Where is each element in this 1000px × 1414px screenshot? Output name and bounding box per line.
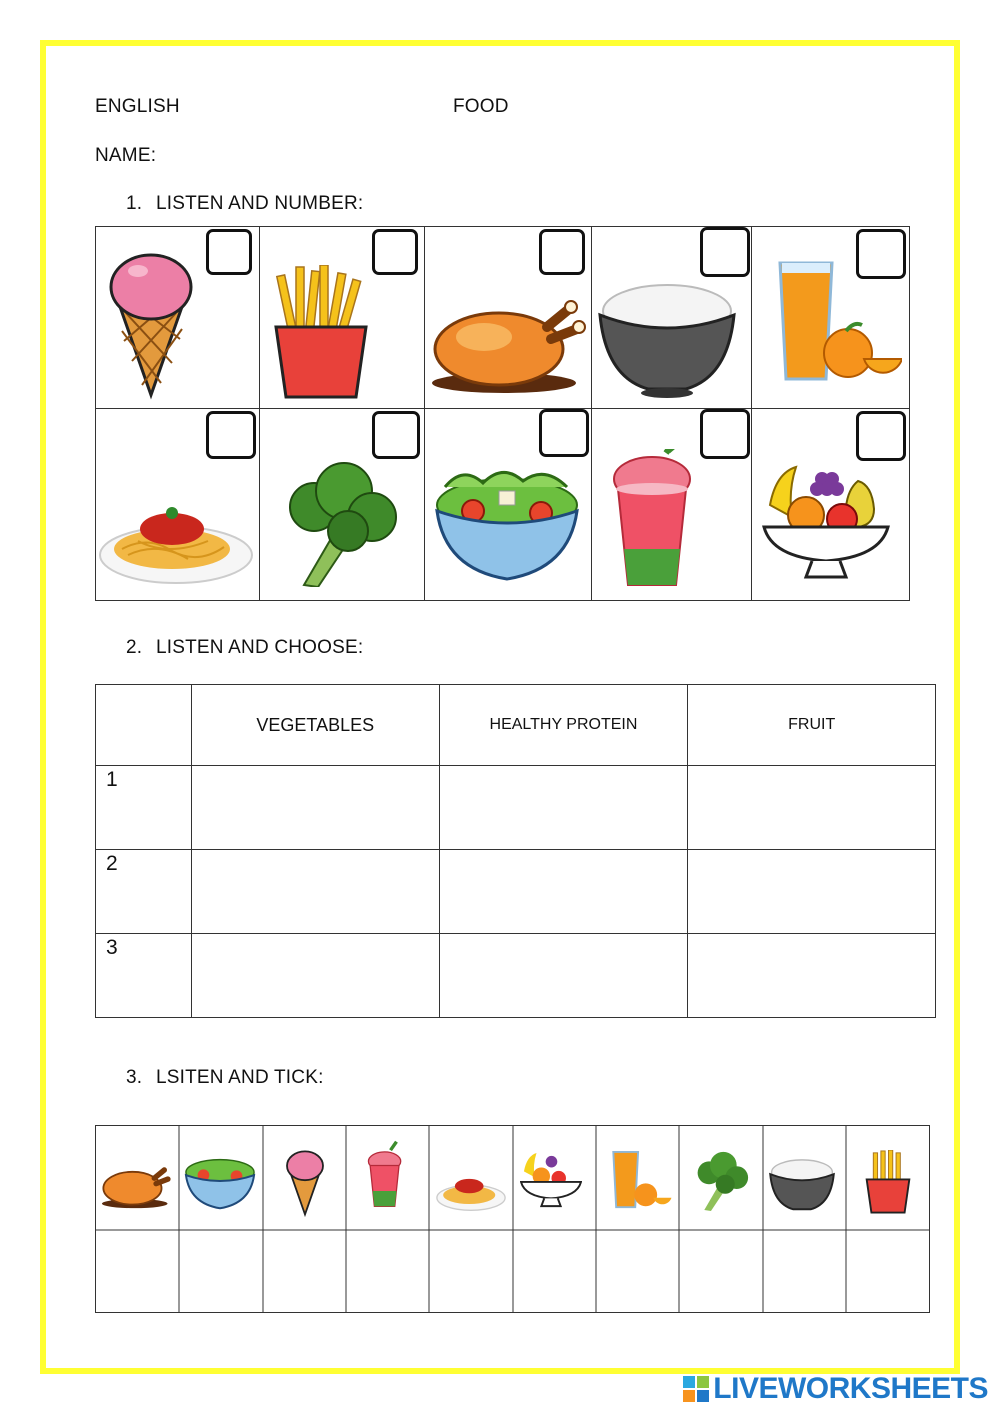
number-box[interactable] <box>206 229 252 275</box>
answer-cell[interactable] <box>439 766 688 850</box>
food-cell-french-fries <box>260 227 425 409</box>
topic-label: FOOD <box>453 96 509 117</box>
roast-chicken-icon <box>98 1160 176 1210</box>
number-box[interactable] <box>700 227 750 277</box>
section1-number: 1. <box>126 193 143 214</box>
number-box[interactable] <box>856 229 906 279</box>
section3-number: 3. <box>126 1067 143 1088</box>
rice-bowl-icon <box>596 281 738 399</box>
number-box[interactable] <box>700 409 750 459</box>
fruit-bowl-icon <box>762 465 890 585</box>
liveworksheets-logo-text: LIVEWORKSHEETS <box>713 1372 988 1405</box>
tick-cell[interactable] <box>430 1231 513 1311</box>
french-fries-icon <box>860 1150 916 1214</box>
subject-label: ENGLISH <box>95 96 180 117</box>
listen-tick-grid <box>95 1125 930 1313</box>
food-cell-ice-cream <box>96 227 260 409</box>
rice-bowl-icon <box>768 1158 836 1214</box>
broccoli-icon <box>274 457 400 587</box>
tick-cell[interactable] <box>847 1231 929 1311</box>
number-box[interactable] <box>206 411 256 459</box>
broccoli-icon <box>690 1148 750 1212</box>
answer-cell[interactable] <box>439 934 688 1018</box>
roast-chicken-icon <box>429 287 589 397</box>
spaghetti-icon <box>98 493 254 587</box>
food-cell-fruit-bowl <box>752 409 909 600</box>
smoothie-icon <box>364 1140 406 1208</box>
answer-cell[interactable] <box>688 934 936 1018</box>
tick-cell[interactable] <box>264 1231 346 1311</box>
table-row <box>96 934 936 1018</box>
liveworksheets-logo-icon <box>682 1375 710 1403</box>
tick-cell[interactable] <box>96 1231 179 1311</box>
liveworksheets-logo[interactable] <box>682 1372 988 1406</box>
french-fries-icon <box>266 265 376 400</box>
tick-cell[interactable] <box>680 1231 763 1311</box>
ice-cream-icon <box>106 243 196 403</box>
header-cell-healthy-protein: HEALTHY PROTEIN <box>439 685 688 766</box>
listen-number-grid <box>95 226 910 601</box>
table-header-row <box>96 685 936 766</box>
orange-juice-icon <box>608 1150 672 1212</box>
header-cell-empty <box>96 685 192 766</box>
row-number: 2 <box>96 850 192 934</box>
food-cell-rice-bowl <box>592 227 752 409</box>
ice-cream-icon <box>282 1146 328 1218</box>
fruit-bowl-icon <box>520 1152 582 1210</box>
listen-choose-table <box>95 684 936 1018</box>
food-cell-smoothie <box>592 409 752 600</box>
smoothie-icon <box>608 449 698 589</box>
number-box[interactable] <box>539 409 589 457</box>
section2-number: 2. <box>126 637 143 658</box>
row-number: 1 <box>96 766 192 850</box>
answer-cell[interactable] <box>191 766 439 850</box>
header-cell-fruit: FRUIT <box>688 685 936 766</box>
table-row <box>96 850 936 934</box>
salad-icon <box>433 465 581 585</box>
number-box[interactable] <box>856 411 906 461</box>
food-cell-roast-chicken <box>425 227 592 409</box>
tick-cell[interactable] <box>347 1231 429 1311</box>
answer-cell[interactable] <box>688 766 936 850</box>
header-cell-vegetables: VEGETABLES <box>191 685 439 766</box>
food-cell-orange-juice <box>752 227 909 409</box>
section1-title: LISTEN AND NUMBER: <box>156 193 364 214</box>
tick-cell[interactable] <box>764 1231 846 1311</box>
row-number: 3 <box>96 934 192 1018</box>
food-cell-salad <box>425 409 592 600</box>
section2-title: LISTEN AND CHOOSE: <box>156 637 364 658</box>
tick-cell[interactable] <box>597 1231 679 1311</box>
tick-cell[interactable] <box>514 1231 596 1311</box>
number-box[interactable] <box>539 229 585 275</box>
answer-cell[interactable] <box>688 850 936 934</box>
salad-icon <box>184 1152 256 1212</box>
tick-cell[interactable] <box>180 1231 263 1311</box>
spaghetti-icon <box>436 1168 506 1214</box>
answer-cell[interactable] <box>191 850 439 934</box>
answer-cell[interactable] <box>439 850 688 934</box>
table-row <box>96 766 936 850</box>
section3-title: LSITEN AND TICK: <box>156 1067 324 1088</box>
number-box[interactable] <box>372 411 420 459</box>
food-cell-broccoli <box>260 409 425 600</box>
food-cell-spaghetti <box>96 409 260 600</box>
name-label: NAME: <box>95 145 157 166</box>
answer-cell[interactable] <box>191 934 439 1018</box>
number-box[interactable] <box>372 229 418 275</box>
